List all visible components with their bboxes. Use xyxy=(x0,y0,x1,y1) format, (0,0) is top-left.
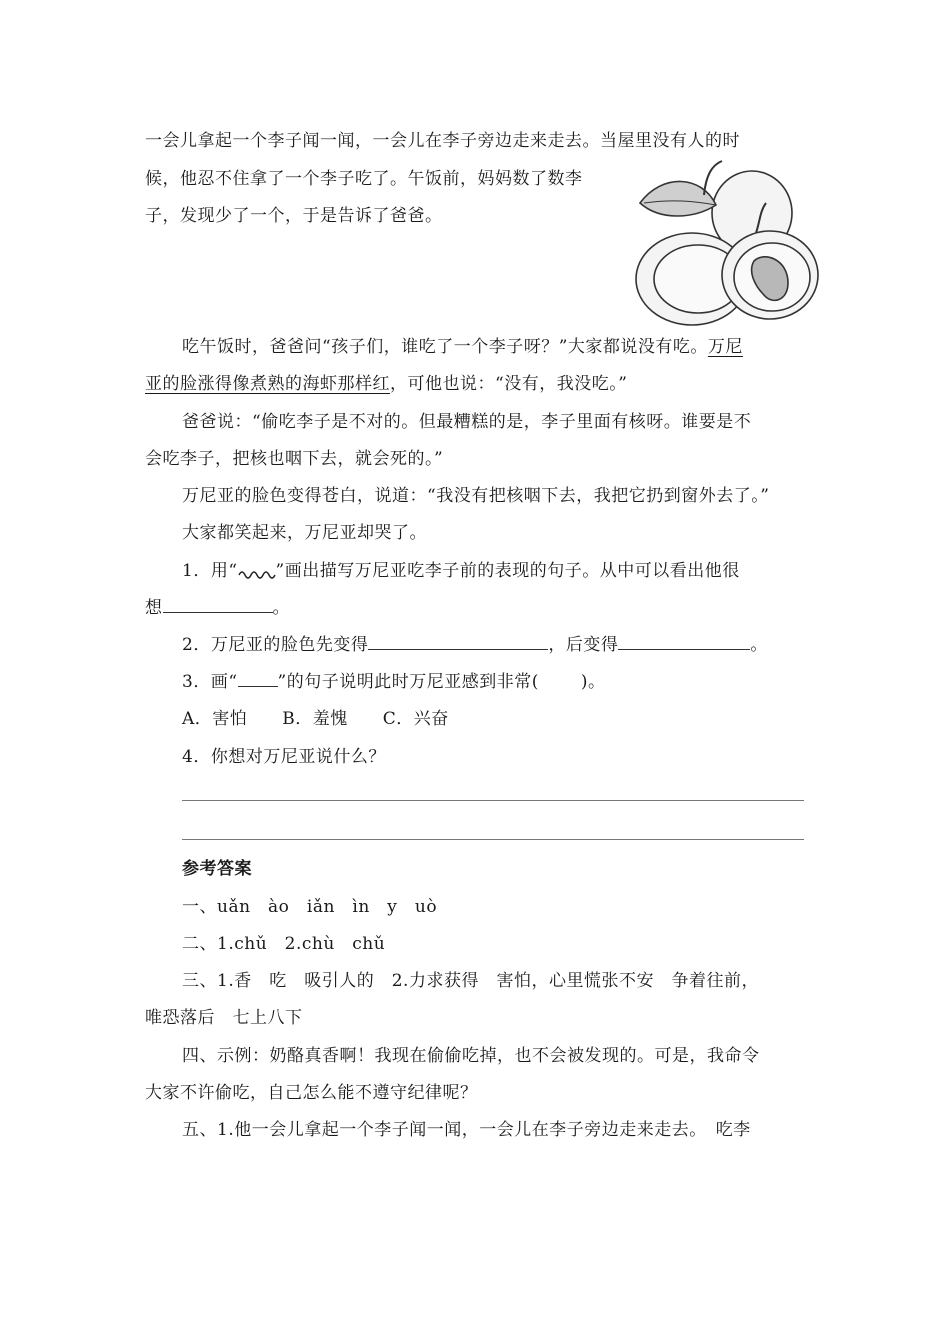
question-2-prefix: 2．万尼亚的脸色先变得 xyxy=(182,635,369,655)
question-1-cont: 想 xyxy=(145,598,163,618)
question-1-prefix: 1．用“ xyxy=(182,561,238,581)
story-para-3-line-1: 爸爸说：“偷吃李子是不对的。但最糟糕的是，李子里面有核呀。谁要是不 xyxy=(182,412,752,432)
answer-3-line-1: 三、1.香 吃 吸引人的 2.力求获得 害怕，心里慌张不安 争着往前， xyxy=(182,971,759,991)
answer-1: 一、uǎn ào iǎn ìn y uò xyxy=(182,897,438,917)
story-line-3: 子，发现少了一个，于是告诉了爸爸。 xyxy=(145,206,443,226)
answer-5: 五、1.他一会儿拿起一个李子闻一闻，一会儿在李子旁边走来走去。 吃李 xyxy=(182,1120,751,1140)
answers-title: 参考答案 xyxy=(182,859,252,879)
story-line-2: 候，他忍不住拿了一个李子吃了。午饭前，妈妈数了数李 xyxy=(145,169,583,189)
question-2 xyxy=(182,633,768,657)
story-para-2-text: 吃午饭时，爸爸问“孩子们，谁吃了一个李子呀？”大家都说没有吃。 xyxy=(182,337,708,357)
answer-blank-1[interactable] xyxy=(163,596,273,613)
answer-writing-line-2[interactable] xyxy=(182,839,804,840)
answer-4-line-2: 大家不许偷吃，自己怎么能不遵守纪律呢？ xyxy=(145,1083,478,1103)
question-4: 4．你想对万尼亚说什么？ xyxy=(182,747,386,767)
question-3-text: ”的句子说明此时万尼亚感到非常( xyxy=(277,672,539,692)
underlined-sentence-part-1: 万尼 xyxy=(707,337,743,357)
question-1-end: 。 xyxy=(272,598,290,618)
answer-blank-2a[interactable] xyxy=(368,633,548,650)
wavy-line-icon xyxy=(238,565,276,579)
question-3-end: )。 xyxy=(580,672,606,692)
question-2-end: 。 xyxy=(750,635,768,655)
question-3-options: A．害怕 B．羞愧 C．兴奋 xyxy=(182,709,449,729)
question-3 xyxy=(182,670,605,694)
straight-line-mark xyxy=(238,670,278,687)
answer-writing-line-1[interactable] xyxy=(182,800,804,801)
underlined-sentence-part-2: 亚的脸涨得像煮熟的海虾那样红 xyxy=(145,374,390,394)
answer-4-line-1: 四、示例：奶酪真香啊！我现在偷偷吃掉，也不会被发现的。可是，我命令 xyxy=(182,1046,760,1066)
answer-3-line-2: 唯恐落后 七上八下 xyxy=(145,1008,303,1028)
question-1-text: ”画出描写万尼亚吃李子前的表现的句子。从中可以看出他很 xyxy=(275,561,740,581)
question-3-prefix: 3．画“ xyxy=(182,672,238,692)
story-line-1: 一会儿拿起一个李子闻一闻，一会儿在李子旁边走来走去。当屋里没有人的时 xyxy=(145,131,740,151)
story-para-5: 大家都笑起来，万尼亚却哭了。 xyxy=(182,523,427,543)
story-para-2-end: ，可他也说：“没有，我没吃。” xyxy=(390,374,628,394)
story-para-3-line-2: 会吃李子，把核也咽下去，就会死的。” xyxy=(145,449,444,469)
story-para-2-line-1 xyxy=(182,335,743,359)
answer-blank-2b[interactable] xyxy=(618,633,750,650)
plum-illustration xyxy=(632,155,820,327)
story-para-4: 万尼亚的脸色变得苍白，说道：“我没有把核咽下去，我把它扔到窗外去了。” xyxy=(182,486,770,506)
question-1-line-2 xyxy=(145,596,290,620)
story-para-2-line-2 xyxy=(145,372,627,396)
question-1-line-1 xyxy=(182,559,740,583)
answer-2: 二、1.chǔ 2.chù chǔ xyxy=(182,934,386,954)
question-2-mid: ，后变得 xyxy=(548,635,619,655)
